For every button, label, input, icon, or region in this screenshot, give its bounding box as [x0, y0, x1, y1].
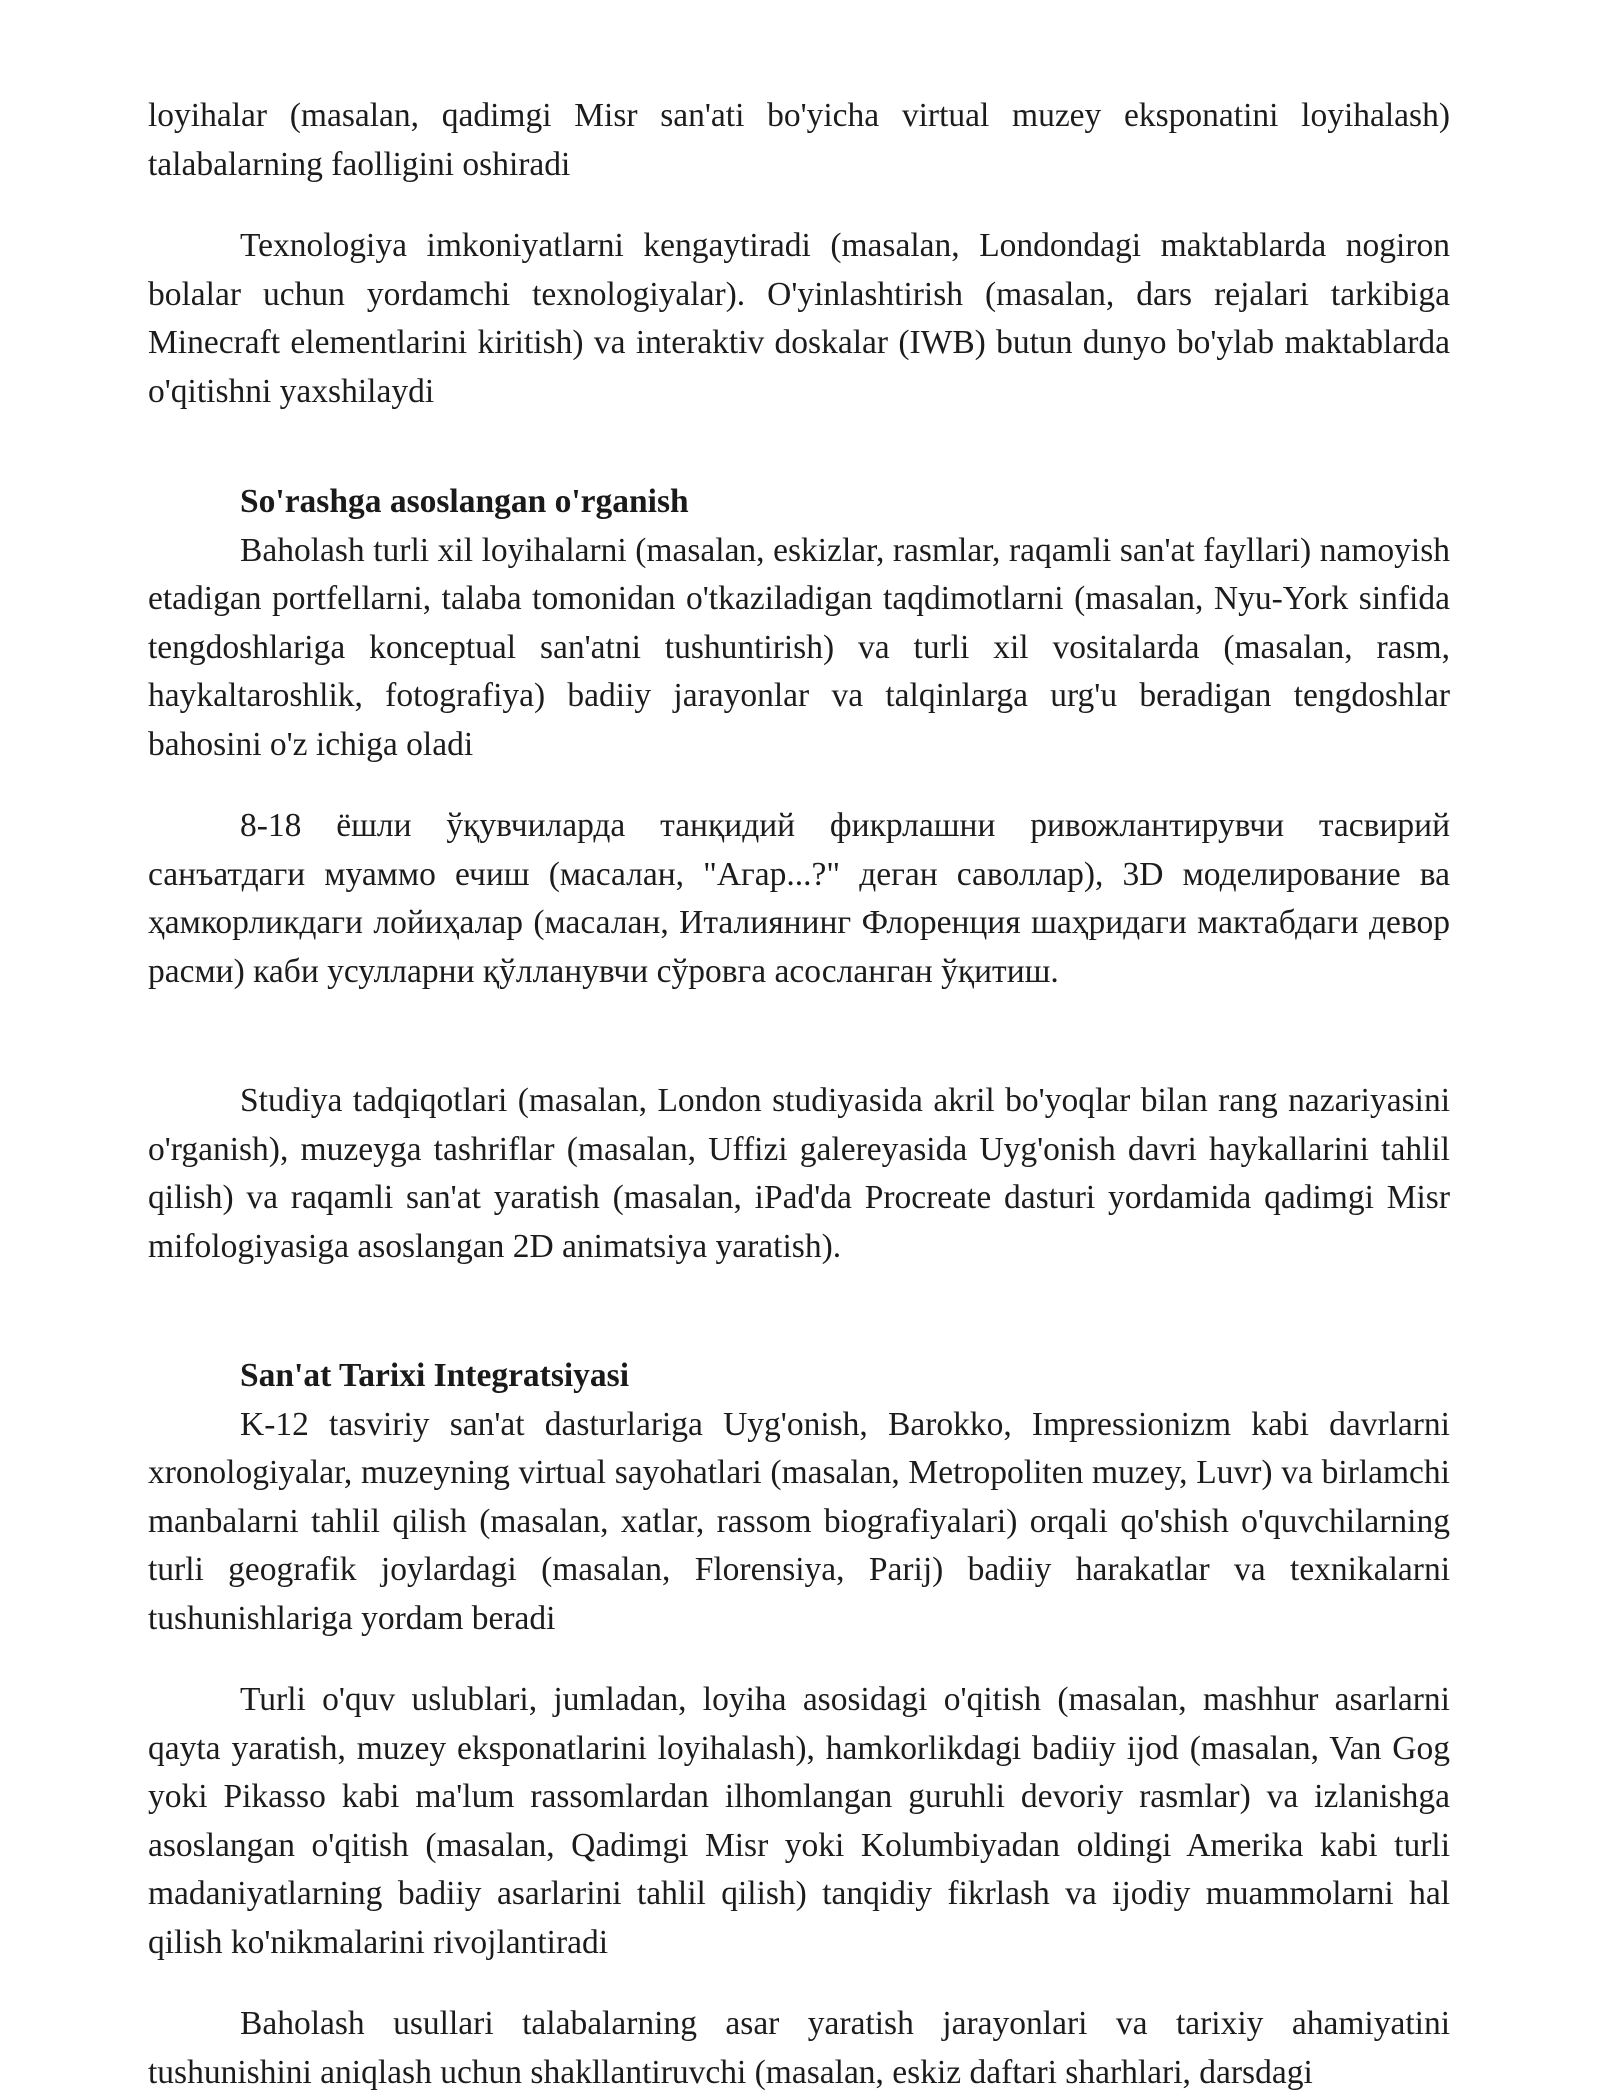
section-heading-inquiry: So'rashga asoslangan o'rganish: [240, 483, 689, 520]
document-body: [148, 92, 1450, 2097]
section-heading-art-history: San'at Tarixi Integratsiyasi: [240, 1357, 630, 1394]
paragraph-6: K-12 tasviriy san'at dasturlariga Uyg'onish, Barokko, Impressionizm kabi davrlarni xronologiyalar, muzeyning virtual sayohatlari (masalan, Metropoliten muzey, Luvr) va birlamchi manbalarni tahlil qilish (masalan, xatlar, rassom biografiyalari) orqali qo'shish o'quvchilarning turli geografik joylardagi (masalan, Florensiya, Parij) badiiy harakatlar va texnikalarni tushunishlariga yordam beradi: [148, 1405, 1450, 1637]
paragraph-3: Baholash turli xil loyihalarni (masalan, eskizlar, rasmlar, raqamli san'at fayllari) namoyish etadigan portfellarni, talaba tomonidan o'tkaziladigan taqdimotlarni (masalan, Nyu-York sinfida tengdoshlariga konceptual san'atni tushuntirish) va turli xil vositalarda (masalan, rasm, haykaltaroshlik, fotografiya) badiiy jarayonlar va talqinlarga urg'u beradigan tengdoshlar bahosini o'z ichiga oladi: [148, 531, 1450, 763]
paragraph-5: Studiya tadqiqotlari (masalan, London studiyasida akril bo'yoqlar bilan rang nazariyasini o'rganish), muzeyga tashriflar (masalan, Uffizi galereyasida Uyg'onish davri haykallarini tahlil qilish) va raqamli san'at yaratish (masalan, iPad'da Procreate dasturi yordamida qadimgi Misr mifologiyasiga asoslangan 2D animatsiya yaratish).: [148, 1082, 1450, 1265]
paragraph-8: Baholash usullari talabalarning asar yaratish jarayonlari va tarixiy ahamiyatini tushunishini aniqlash uchun shakllantiruvchi (masalan, eskiz daftari sharhlari, darsdagi: [148, 2005, 1450, 2091]
paragraph-4: 8-18 ёшли ўқувчиларда танқидий фикрлашни ривожлантирувчи тасвирий санъатдаги муаммо ечиш (масалан, "Агар...?" деган саволлар), 3D моделирование ва ҳамкорликдаги лойиҳалар (масалан, Италиянинг Флоренция шаҳридаги мактабдаги девор расми) каби усулларни қўлланувчи сўровга асосланган ўқитиш.: [148, 807, 1450, 990]
paragraph-2: Texnologiya imkoniyatlarni kengaytiradi (masalan, Londondagi maktablarda nogiron bolalar uchun yordamchi texnologiyalar). O'yinlashtirish (masalan, dars rejalari tarkibiga Minecraft elementlarini kiritish) va interaktiv doskalar (IWB) butun dunyo bo'ylab maktablarda o'qitishni yaxshilaydi: [148, 227, 1450, 410]
paragraph-7: Turli o'quv uslublari, jumladan, loyiha asosidagi o'qitish (masalan, mashhur asarlarni qayta yaratish, muzey eksponatlarini loyihalash), hamkorlikdagi badiiy ijod (masalan, Van Gog yoki Pikasso kabi ma'lum rassomlardan ilhomlangan guruhli devoriy rasmlar) va izlanishga asoslangan o'qitish (masalan, Qadimgi Misr yoki Kolumbiyadan oldingi Amerika kabi turli madaniyatlarning badiiy asarlarini tahlil qilish) tanqidiy fikrlash va ijodiy muammolarni hal qilish ko'nikmalarini rivojlantiradi: [148, 1681, 1450, 1961]
paragraph-1: loyihalar (masalan, qadimgi Misr san'ati bo'yicha virtual muzey eksponatini loyihalash) talabalarning faolligini oshiradi: [148, 97, 1450, 183]
